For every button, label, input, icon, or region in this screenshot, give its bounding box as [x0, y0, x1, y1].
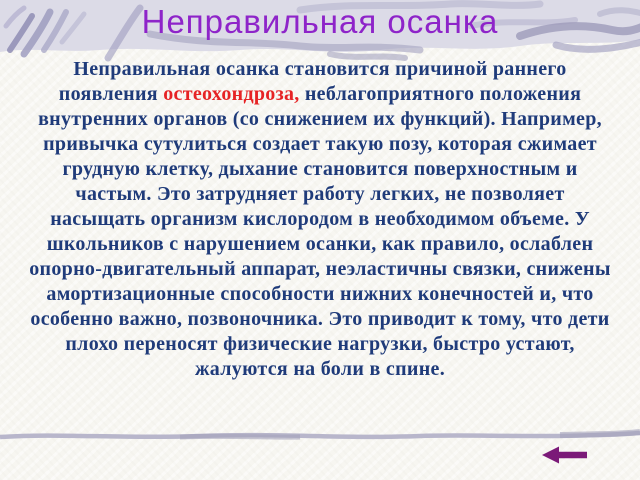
body-text-part1: Неправильная осанка становится причиной раннего появления: [58, 58, 567, 105]
highlighted-term: остеохондроза,: [163, 83, 300, 105]
left-arrow-icon: [541, 444, 589, 466]
body-text: [26, 57, 614, 382]
body-text-part2: неблагоприятного положения внутренних органов (со снижением их функций). Например, привычка сутулиться создает такую позу, которая сжимает грудную клетку, дыхание становится поверхностным и частым. Это затрудняет работу легких, не позволяет насыщать организм кислородом в необходимом объеме. У школьников с нарушением осанки, как правило, ослаблен опорно-двигательный аппарат, неэластичны связки, снижены амортизационные способности нижних конечностей и, что особенно важно, позвоночника. Это приводит к тому, что дети плохо переносят физические нагрузки, быстро устают, жалуются на боли в спине.: [29, 83, 611, 380]
back-arrow-button[interactable]: [541, 444, 589, 466]
slide-title: Неправильная осанка: [141, 3, 499, 40]
bottom-divider-stroke: [0, 427, 640, 445]
